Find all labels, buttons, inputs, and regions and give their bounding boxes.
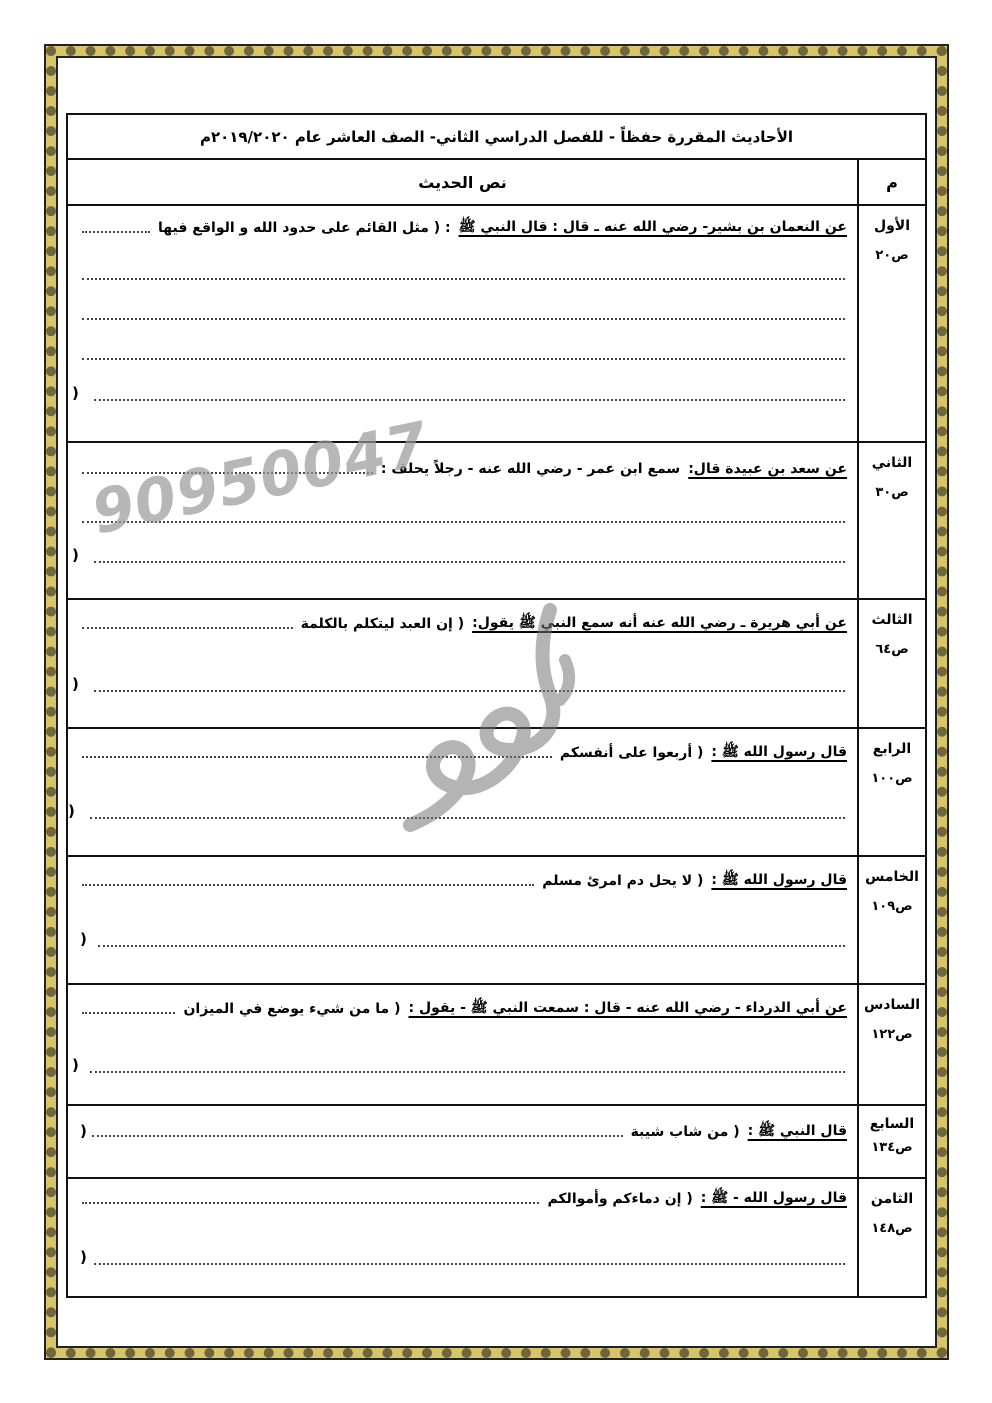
row-text-cell — [68, 857, 857, 983]
hadith-narrator: قال رسول الله ﷺ : — [711, 744, 847, 760]
hadith-narrator: عن النعمان بن بشير- رضي الله عنه ـ قال : قال النبي ﷺ — [458, 219, 847, 235]
hadith-row-5 — [68, 857, 925, 985]
title-text: الأحاديث المقررة حفظاً - للفصل الدراسي الثاني- الصف العاشر عام ٢٠١٩/٢٠٢٠م — [199, 127, 794, 146]
row-ordinal: السادس — [863, 997, 921, 1013]
answer-line[interactable] — [94, 561, 845, 563]
header-col-text: نص الحديث — [418, 172, 507, 192]
hadith-opening: ( من شاب شيبة — [630, 1124, 740, 1140]
row-number-cell — [857, 206, 925, 441]
hadith-narrator: عن أبي هريرة ـ رضي الله عنه أنه سمع النبي ﷺ يقول: — [472, 615, 847, 631]
closing-paren: ) — [72, 384, 79, 402]
hadith-first-line — [82, 1187, 847, 1211]
table-header-row — [68, 160, 925, 206]
hadith-opening: ( إن العبد ليتكلم بالكلمة — [300, 616, 465, 632]
answer-line[interactable] — [82, 318, 845, 320]
row-page-ref: ص١٢٢ — [871, 1027, 913, 1042]
table-title — [68, 115, 925, 160]
hadith-opening: ( ما من شيء يوضع في الميزان — [183, 1001, 401, 1017]
row-number-cell — [857, 443, 925, 598]
closing-paren: ) — [80, 1248, 87, 1266]
answer-blank[interactable] — [82, 1192, 539, 1204]
row-ordinal: الخامس — [865, 869, 919, 885]
row-page-ref: ص٢٠ — [875, 248, 909, 263]
closing-paren: ) — [80, 930, 87, 948]
closing-paren: ) — [72, 675, 79, 693]
answer-line[interactable] — [90, 1071, 845, 1073]
row-ordinal: الثالث — [871, 612, 913, 628]
hadith-row-1 — [68, 206, 925, 443]
row-ordinal: الثاني — [871, 455, 913, 471]
answer-blank[interactable] — [82, 221, 150, 233]
row-text-cell — [68, 206, 857, 441]
hadith-narrator: قال رسول الله - ﷺ : — [700, 1190, 847, 1206]
hadith-opening: سمع ابن عمر - رضي الله عنه - رجلاً يحلف : — [380, 461, 681, 477]
answer-line[interactable] — [98, 945, 845, 947]
closing-paren: ) — [68, 802, 75, 820]
answer-blank[interactable] — [92, 1125, 623, 1137]
hadith-opening: ( لا يحل دم امرئ مسلم — [542, 873, 704, 889]
row-page-ref: ص١٠٩ — [871, 899, 913, 914]
hadith-narrator: عن سعد بن عبيدة قال: — [688, 461, 847, 477]
hadith-opening: ( أربعوا على أنفسكم — [559, 745, 704, 761]
row-number-cell — [857, 600, 925, 727]
row-text-cell — [68, 985, 857, 1104]
closing-paren: ) — [72, 546, 79, 564]
answer-line[interactable] — [94, 399, 845, 401]
row-ordinal: الرابع — [872, 741, 912, 757]
row-ordinal: الأول — [873, 218, 911, 234]
hadith-first-line — [82, 869, 847, 893]
answer-blank[interactable] — [82, 617, 293, 629]
answer-line[interactable] — [82, 358, 845, 360]
hadith-first-line — [92, 1120, 847, 1144]
row-page-ref: ص٦٤ — [875, 642, 909, 657]
answer-line[interactable] — [82, 278, 845, 280]
watermark-number: 90950047 — [86, 408, 436, 549]
row-page-ref: ص١٠٠ — [871, 771, 913, 786]
row-text-cell — [68, 1106, 857, 1177]
row-number-cell — [857, 857, 925, 983]
hadith-first-line — [82, 997, 847, 1021]
row-ordinal: السابع — [869, 1116, 915, 1132]
row-page-ref: ص١٣٤ — [871, 1140, 913, 1155]
row-page-ref: ص٣٠ — [875, 485, 909, 500]
signature-watermark — [390, 600, 590, 840]
hadith-opening: : ( مثل القائم على حدود الله و الواقع فيها — [158, 220, 451, 236]
closing-paren: ) — [72, 1056, 79, 1074]
row-page-ref: ص١٤٨ — [871, 1221, 913, 1236]
answer-blank[interactable] — [82, 1002, 175, 1014]
hadith-narrator: قال رسول الله ﷺ : — [711, 872, 847, 888]
hadith-row-8 — [68, 1179, 925, 1296]
hadith-narrator: عن أبي الدرداء - رضي الله عنه - قال : سمعت النبي ﷺ - يقول : — [408, 1000, 847, 1016]
hadith-row-6 — [68, 985, 925, 1106]
hadith-row-7 — [68, 1106, 925, 1179]
row-number-cell — [857, 985, 925, 1104]
answer-blank[interactable] — [82, 874, 534, 886]
row-number-cell — [857, 729, 925, 855]
header-col-num: م — [857, 160, 925, 204]
hadith-opening: ( إن دماءكم وأموالكم — [547, 1191, 693, 1207]
hadith-narrator: قال النبي ﷺ : — [747, 1123, 847, 1139]
closing-paren: ) — [80, 1122, 87, 1140]
row-number-cell — [857, 1179, 925, 1296]
answer-line[interactable] — [94, 1263, 845, 1265]
row-text-cell — [68, 1179, 857, 1296]
row-number-cell — [857, 1106, 925, 1177]
row-ordinal: الثامن — [870, 1191, 914, 1207]
hadith-first-line — [82, 216, 847, 240]
